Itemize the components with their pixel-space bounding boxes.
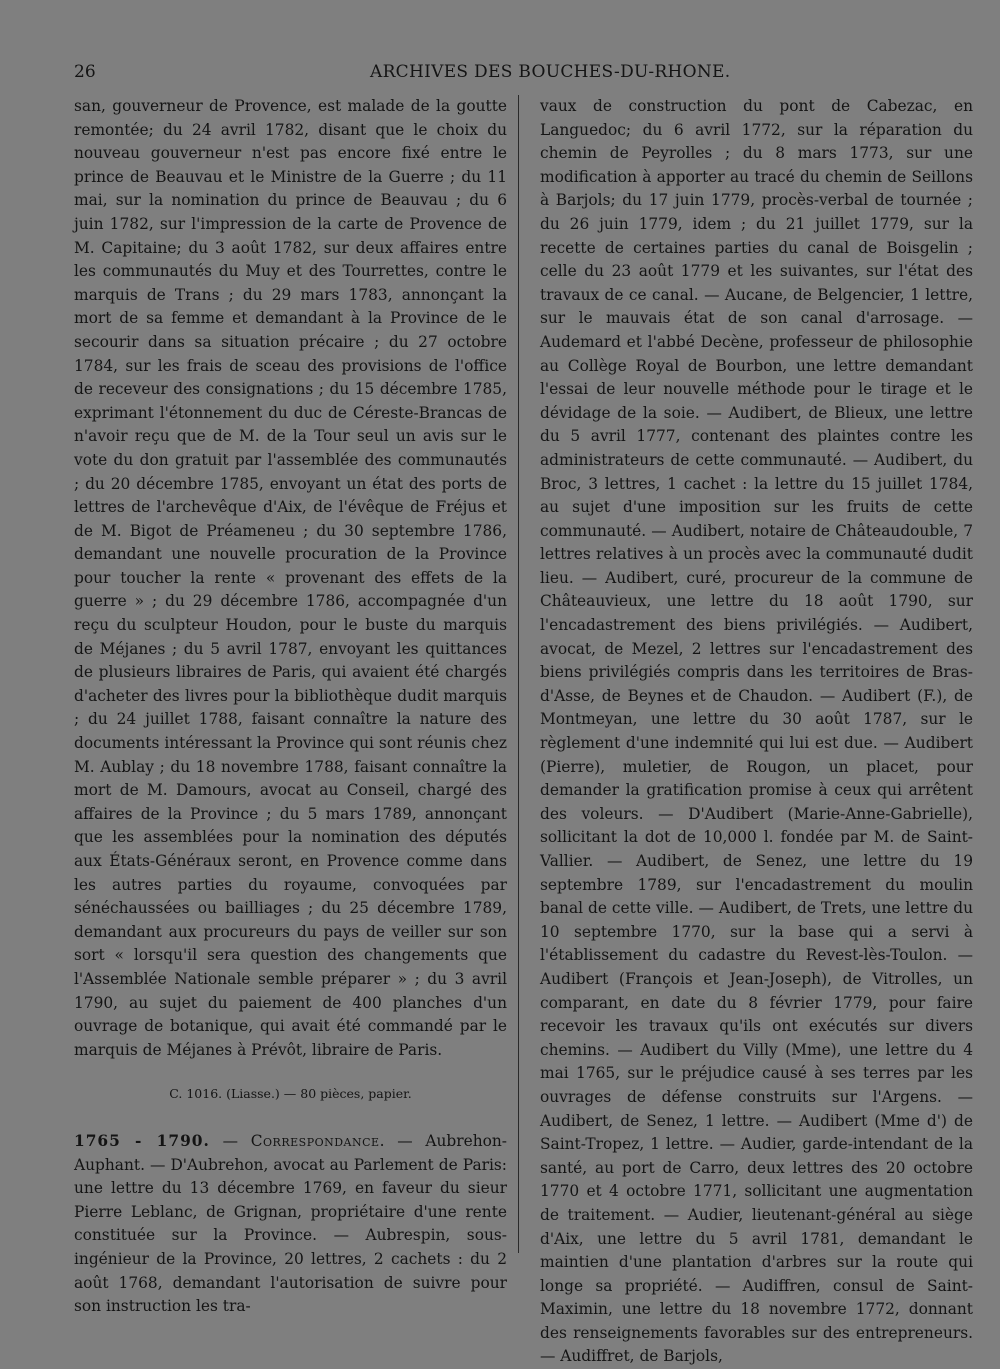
page-number: 26 xyxy=(74,62,96,82)
left-column xyxy=(74,95,507,1319)
entry-paragraph: 1765 - 1790. — Correspondance. — Aubrehon-Auphant. — D'Aubrehon, avocat au Parlement de Paris: une lettre du 13 décembre 1769, en faveur du sieur Pierre Leblanc, de Grignan, propriétaire d'une rente constituée sur la Province. — Aubrespin, sous-ingénieur de la Province, 20 lettres, 2 cachets : du 2 août 1768, demandant l'autorisation de suivre pour son instruction les tra- xyxy=(74,1131,507,1316)
left-paragraph-2: . — Aubrehon-Auphant. — D'Aubrehon, avocat au Parlement de Paris: une lettre du 13 décembre 1769, en faveur du sieur Pierre Leblanc, de Grignan, propriétaire d'une rente constituée sur la Province. — Aubrespin, sous-ingénieur de la Province, 20 lettres, 2 cachets : du 2 août 1768, demandant l'autorisation de suivre pour son instruction les tra- xyxy=(74,1131,507,1316)
left-paragraph-1: san, gouverneur de Provence, est malade de la goutte remontée; du 24 avril 1782, disant que le choix du nouveau gouverneur n'est pas encore fixé entre le prince de Beauvau et le Ministre de la Guerre ; du 11 mai, sur la nomination du prince de Beauvau ; du 6 juin 1782, sur l'impression de la carte de Provence de M. Capitaine; du 3 août 1782, sur deux affaires entre les communautés du Muy et des Tourrettes, contre le marquis de Trans ; du 29 mars 1783, annonçant la mort de sa femme et demandant à la Province de le secourir dans sa situation précaire ; du 27 octobre 1784, sur les frais de sceau des provisions de l'office de receveur des consignations ; du 15 décembre 1785, exprimant l'étonnement du duc de Céreste-Brancas de n'avoir reçu que de M. de la Tour seul un avis sur le vote du don gratuit par l'assemblée des communautés ; du 20 décembre 1785, envoyant un état des ports de lettres de l'archevêque d'Aix, de l'évêque de Fréjus et de M. Bigot de Préameneu ; du 30 septembre 1786, demandant une nouvelle procuration de la Province pour toucher la rente « provenant des effets de la guerre » ; du 29 décembre 1786, accompagnée d'un reçu du sculpteur Houdon, pour le buste du marquis de Méjanes ; du 5 avril 1787, envoyant les quittances de plusieurs libraires de Paris, qui avaient été chargés d'acheter des livres pour la bibliothèque dudit marquis ; du 24 juillet 1788, faisant connaître la nature des documents intéressant la Province qui sont réunis chez M. Aublay ; du 18 novembre 1788, faisant connaître la mort de M. Damours, avocat au Conseil, chargé des affaires de la Province ; du 5 mars 1789, annonçant que les assemblées pour la nomination des députés aux États-Généraux seront, en Provence comme dans les autres parties du royaume, convoquées par sénéchaussées ou bailliages ; du 25 décembre 1789, demandant aux procureurs du pays de veiller sur son sort « lorsqu'il sera question des changements que l'Assemblée Nationale semble préparer » ; du 3 avril 1790, au sujet du paiement de 400 planches d'un ouvrage de botanique, qui avait été commandé par le marquis de Méjanes à Prévôt, libraire de Paris. xyxy=(74,97,507,1059)
section-heading: Correspondance xyxy=(250,1131,380,1150)
right-paragraph-1: vaux de construction du pont de Cabezac, en Languedoc; du 6 avril 1772, sur la réparation du chemin de Peyrolles ; du 8 mars 1773, sur une modification à apporter au tracé du chemin de Seillons à Barjols; du 17 juin 1779, procès-verbal de tournée ; du 26 juin 1779, idem ; du 21 juillet 1779, sur la recette de certaines parties du canal de Boisgelin ; celle du 23 août 1779 et les suivantes, sur l'état des travaux de ce canal. — Aucane, de Belgencier, 1 lettre, sur le mauvais état de son canal d'arrosage. — Audemard et l'abbé Decène, professeur de philosophie au Collège Royal de Bourbon, une lettre demandant l'essai de leur nouvelle méthode pour le tirage et le dévidage de la soie. — Audibert, de Blieux, une lettre du 5 avril 1777, contenant des plaintes contre les administrateurs de cette communauté. — Audibert, du Broc, 3 lettres, 1 cachet : la lettre du 15 juillet 1784, au sujet d'une imposition sur les fruits de cette communauté. — Audibert, notaire de Châteaudouble, 7 lettres relatives à un procès avec la communauté dudit lieu. — Audibert, curé, procureur de la commune de Châteauvieux, une lettre du 18 août 1790, sur l'encadastrement des biens privilégiés. — Audibert, avocat, de Mezel, 2 lettres sur l'encadastrement des biens privilégiés compris dans les territoires de Bras-d'Asse, de Beynes et de Chaudon. — Audibert (F.), de Montmeyan, une lettre du 30 août 1787, sur le règlement d'une indemnité qui lui est due. — Audibert (Pierre), muletier, de Rougon, un placet, pour demander la gratification promise à ceux qui arrêtent des voleurs. — D'Audibert (Marie-Anne-Gabrielle), sollicitant la dot de 10,000 l. fondée par M. de Saint-Vallier. — Audibert, de Senez, une lettre du 19 septembre 1789, sur l'encadastrement du moulin banal de cette ville. — Audibert, de Trets, une lettre du 10 septembre 1770, sur la base qui a servi à l'établissement du cadastre du Revest-lès-Toulon. — Audibert (François et Jean-Joseph), de Vitrolles, un comparant, en date du 8 février 1779, pour faire recevoir les travaux qu'ils ont exécutés sur divers chemins. — Audibert du Villy (Mme), une lettre du 4 mai 1765, sur le préjudice causé à ses terres par les ouvrages de défense construits sur l'Argens. — Audibert, de Senez, 1 lettre. — Audibert (Mme d') de Saint-Tropez, 1 lettre. — Audier, garde-intendant de la santé, au port de Carro, deux lettres des 20 octobre 1770 et 4 octobre 1771, sollicitant une augmentation de traitement. — Audier, lieutenant-général au siège d'Aix, une lettre du 5 avril 1781, demandant le maintien d'une plantation d'arbres sur la route qui longe sa propriété. — Audiffren, consul de Saint-Maximin, une lettre du 18 novembre 1772, donnant des renseignements favorables sur des entrepreneurs. — Audiffret, de Barjols, xyxy=(540,97,973,1366)
column-divider xyxy=(518,95,519,1253)
right-column xyxy=(540,95,973,1369)
page-header xyxy=(74,62,976,88)
series-line: C. 1016. (Liasse.) — 80 pièces, papier. xyxy=(169,1086,412,1102)
date-range: 1765 - 1790. xyxy=(74,1131,210,1150)
running-title: ARCHIVES DES BOUCHES-DU-RHONE. xyxy=(370,62,731,82)
